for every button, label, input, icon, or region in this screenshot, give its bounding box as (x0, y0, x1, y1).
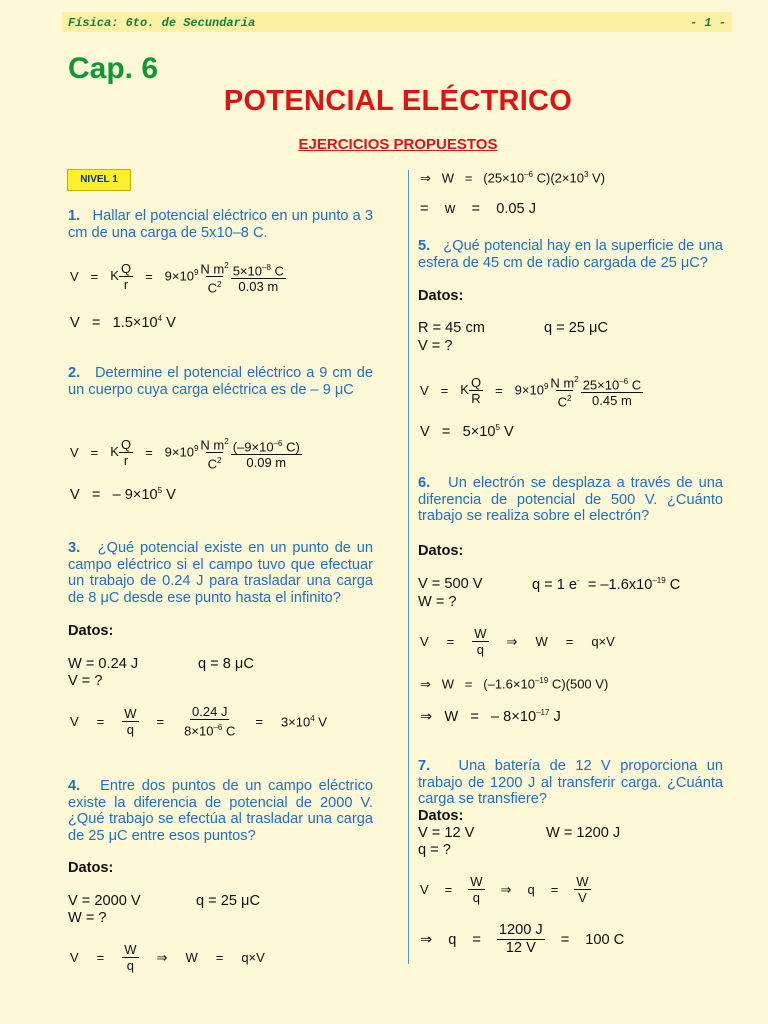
problem-7-data-v: V = 12 V (418, 825, 475, 841)
problem-5-equation: V = K $\frac{Q}{R}$ = $9\times 10^9$ $\frac{N m^2}{C^2}$ $\frac{25\times 10^{-6} C}{0.45 m}$ (420, 375, 642, 410)
problem-6: 6. Un electrón se desplaza a través de una diferencia de potencial de 500 V. ¿Cuánto trabajo se realiza sobre el electrón? (418, 475, 723, 524)
problem-4: 4. Entre dos puntos de un campo eléctrico existe la diferencia de potencial de 2000 V. ¿Qué trabajo se efectúa al trasladar una carga de 25 μC entre esos puntos? (68, 778, 373, 844)
problem-1-equation: V = K $\frac{Q}{r}$ = $9\times 10^9$ $\frac{N m^2}{C^2}$ $\frac{5\times 10^{-8} C}{0.03 m}$ (70, 261, 284, 296)
problem-6-equation: V = $\frac{W}{q}$ ⇒ W = q×V (420, 626, 615, 657)
problem-6-data-w: W = ? (418, 594, 457, 610)
problem-5-data-v: V = ? (418, 338, 453, 354)
problem-5-data-q: q = 25 μC (544, 320, 608, 336)
problem-3-equation: V = $\frac{W}{q}$ = $\frac{0.24 J}{8\times 10^{-6} C}$ = $3\times 10^4$ V (70, 704, 327, 739)
problem-6-data-v: V = 500 V (418, 576, 483, 592)
problem-3-data-v: V = ? (68, 673, 103, 689)
problem-6-text: Un electrón se desplaza a través de una diferencia de potencial de 500 V. ¿Cuánto trabajo se realiza sobre el electrón? (418, 475, 723, 524)
problem-4-data-v: V = 2000 V (68, 893, 141, 909)
level-badge: NIVEL 1 (67, 169, 131, 191)
problem-5-result: $V = 5\times 10^5$ V (420, 423, 514, 440)
problem-7-text: Una batería de 12 V proporciona un trabajo de 1200 J al transferir carga. ¿Cuánta carga se transfiere? (418, 758, 723, 807)
page-title: POTENCIAL ELÉCTRICO (223, 85, 573, 117)
problem-7-equation: V = $\frac{W}{q}$ ⇒ q = $\frac{W}{V}$ (420, 874, 589, 905)
problem-4-datos-label: Datos: (68, 860, 114, 876)
problem-5-data-r: R = 45 cm (418, 320, 485, 336)
problem-3-data-w: W = 0.24 J (68, 656, 139, 672)
problem-3-datos-label: Datos: (68, 623, 114, 639)
problem-3: 3. ¿Qué potencial existe en un punto de un campo eléctrico si el campo tuvo que efectuar un trabajo de 0.24 J para trasladar una carga de 8 μC desde ese punto hasta el infinito? (68, 540, 373, 606)
problem-4-equation: V = $\frac{W}{q}$ ⇒ W = q×V (70, 942, 265, 973)
header-subject: Física: 6to. de Secundaria (68, 16, 256, 30)
header-page-number: - 1 - (690, 16, 727, 30)
problem-7-result: ⇒ q = $\frac{1200 J}{12 V}$ = 100 C (420, 922, 625, 956)
problem-1-text: Hallar el potencial eléctrico en un punto a 3 cm de una carga de 5x10–8 C. (68, 208, 373, 241)
problem-7-datos-label: Datos: (418, 808, 464, 824)
problem-5-text: ¿Qué potencial hay en la superficie de una esfera de 45 cm de radio cargada de 25 μC? (418, 238, 723, 271)
problem-4-data-w: W = ? (68, 910, 107, 926)
problem-2-equation: V = K $\frac{Q}{r}$ = $9\times 10^9$ $\frac{N m^2}{C^2}$ $\frac{(-9\times 10^{-6} C)}{0.09 m}$ (70, 437, 300, 472)
problem-2-text: Determine el potencial eléctrico a 9 cm de un cuerpo cuya carga eléctrica es de – 9 μC (68, 365, 373, 398)
problem-6-step-2: ⇒ $W = (-1.6\times 10^{-19}$ C)(500 V) (420, 676, 609, 692)
problem-3-data-q: q = 8 μC (198, 656, 254, 672)
problem-1-result: $V = 1.5\times 10^4$ V (70, 314, 176, 331)
problem-7-data-w: W = 1200 J (546, 825, 621, 841)
problem-6-result: ⇒ W = – $8\times 10^{-17}$ J (420, 708, 561, 725)
problem-6-datos-label: Datos: (418, 543, 464, 559)
problem-6-data-q: q = 1 $e^- = -1.6x10^{-19}$ C (532, 576, 681, 593)
problem-7: 7. Una batería de 12 V proporciona un trabajo de 1200 J al transferir carga. ¿Cuánta carga se transfiere? (418, 758, 723, 807)
chapter-label: Cap. 6 (68, 52, 159, 85)
problem-4-step-2: ⇒ $W = (25\times 10^{-6}$ $C)(2\times 10^3$ V) (420, 170, 606, 186)
problem-4-data-q: q = 25 μC (196, 893, 260, 909)
problem-3-text: ¿Qué potencial existe en un punto de un campo eléctrico si el campo tuvo que efectuar un trabajo de 0.24 J para trasladar una carga de 8 μC desde ese punto hasta el infinito? (68, 540, 373, 606)
section-subtitle: EJERCICIOS PROPUESTOS (298, 136, 498, 153)
problem-1: 1. Hallar el potencial eléctrico en un punto a 3 cm de una carga de 5x10–8 C. (68, 208, 373, 241)
problem-2: 2. Determine el potencial eléctrico a 9 cm de un cuerpo cuya carga eléctrica es de – 9 μC (68, 365, 373, 398)
problem-7-data-q: q = ? (418, 842, 451, 858)
problem-5: 5. ¿Qué potencial hay en la superficie de una esfera de 45 cm de radio cargada de 25 μC? (418, 238, 723, 271)
problem-2-result: V = – $9\times 10^5$ V (70, 486, 176, 503)
problem-4-result: = w = 0.05 J (420, 201, 536, 217)
column-divider (408, 170, 409, 964)
problem-4-text: Entre dos puntos de un campo eléctrico existe la diferencia de potencial de 2000 V. ¿Qué trabajo se efectúa al trasladar una carga de 25 μC entre esos puntos? (68, 778, 373, 844)
problem-5-datos-label: Datos: (418, 288, 464, 304)
